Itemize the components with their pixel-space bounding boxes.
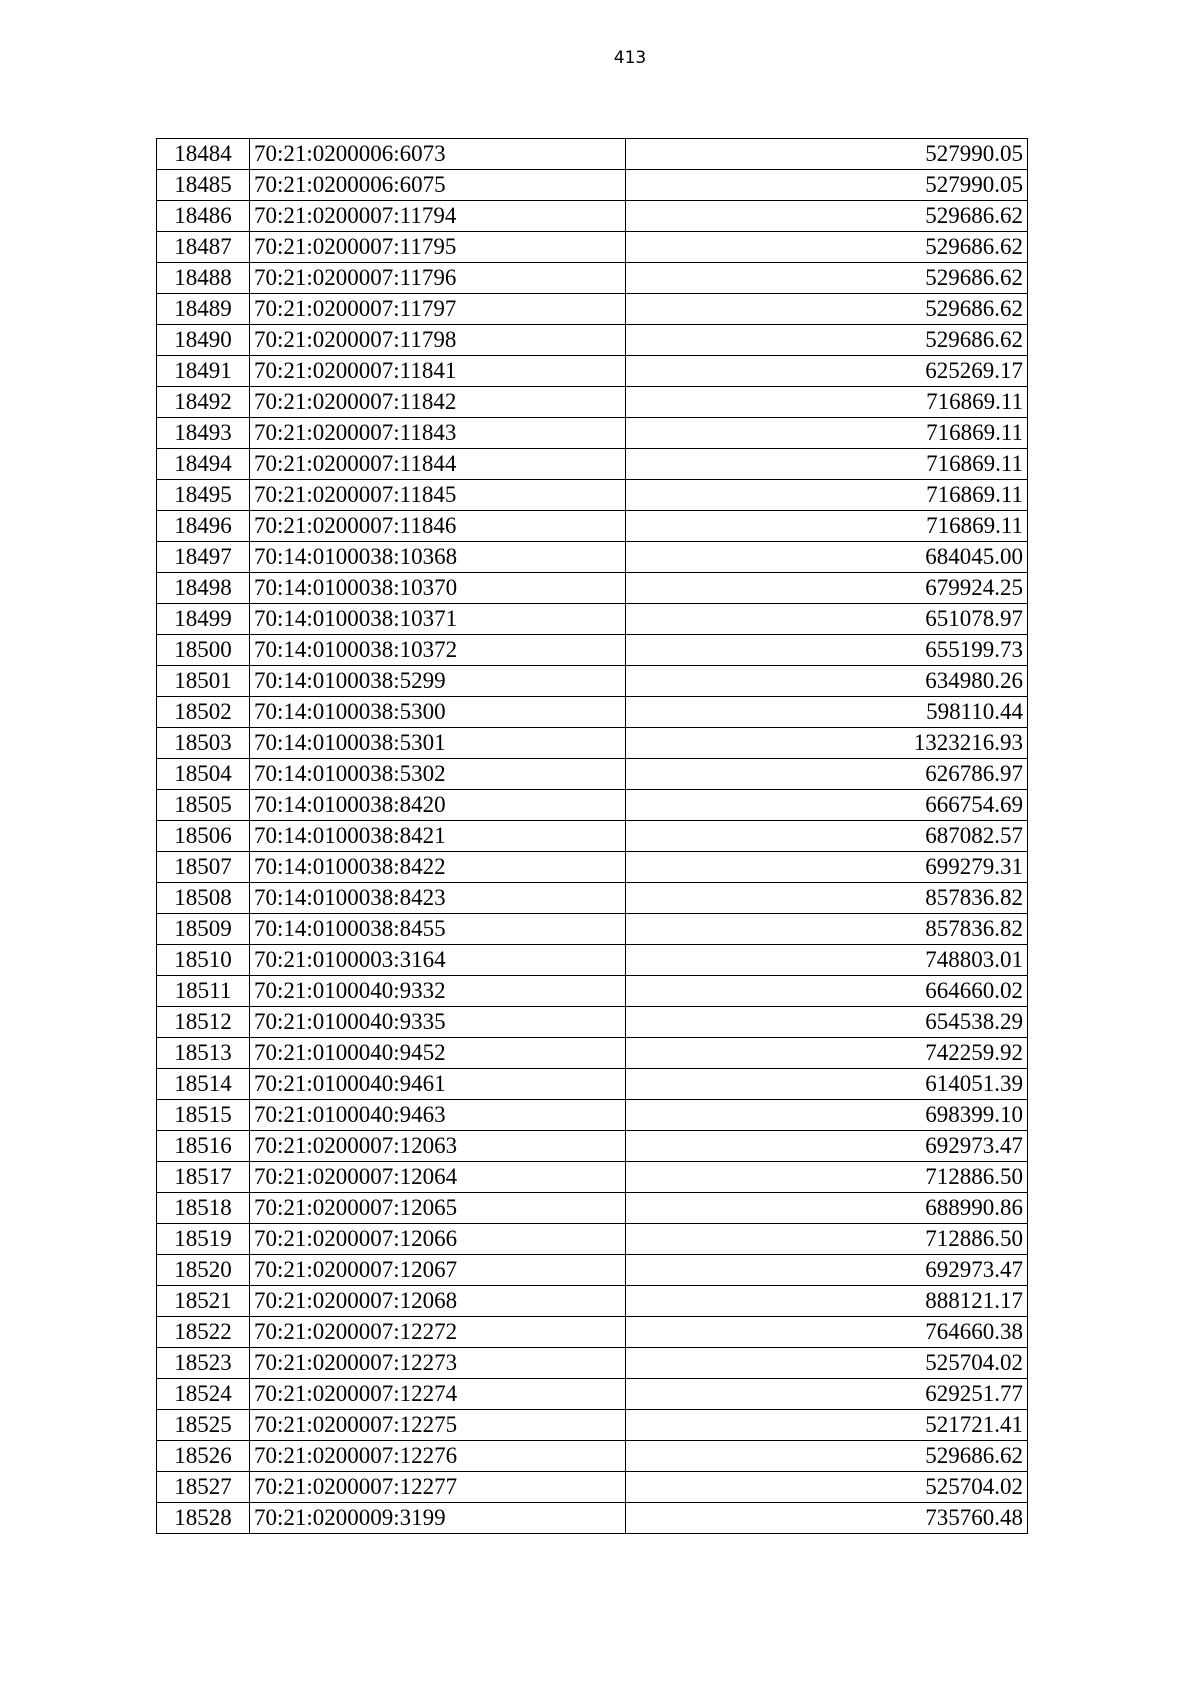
table-row bbox=[157, 728, 1028, 759]
cadastral-number-cell: 70:21:0200007:12274 bbox=[250, 1379, 626, 1410]
row-number-cell: 18489 bbox=[157, 294, 250, 325]
table-row bbox=[157, 635, 1028, 666]
row-number-cell: 18516 bbox=[157, 1131, 250, 1162]
row-number-cell: 18519 bbox=[157, 1224, 250, 1255]
table-row bbox=[157, 790, 1028, 821]
cadastral-number-cell: 70:21:0200007:11843 bbox=[250, 418, 626, 449]
cadastral-number-cell: 70:21:0200007:11797 bbox=[250, 294, 626, 325]
cadastral-value-cell: 626786.97 bbox=[626, 759, 1028, 790]
row-number-cell: 18511 bbox=[157, 976, 250, 1007]
cadastral-value-cell: 629251.77 bbox=[626, 1379, 1028, 1410]
cadastral-number-cell: 70:21:0100040:9463 bbox=[250, 1100, 626, 1131]
cadastral-value-cell: 634980.26 bbox=[626, 666, 1028, 697]
table-row bbox=[157, 697, 1028, 728]
row-number-cell: 18503 bbox=[157, 728, 250, 759]
cadastral-number-cell: 70:21:0200007:12272 bbox=[250, 1317, 626, 1348]
page-number: 413 bbox=[613, 48, 647, 68]
table-row bbox=[157, 294, 1028, 325]
row-number-cell: 18524 bbox=[157, 1379, 250, 1410]
cadastral-value-cell: 529686.62 bbox=[626, 263, 1028, 294]
cadastral-number-cell: 70:21:0200007:12066 bbox=[250, 1224, 626, 1255]
row-number-cell: 18513 bbox=[157, 1038, 250, 1069]
cadastral-value-cell: 716869.11 bbox=[626, 511, 1028, 542]
cadastral-number-cell: 70:21:0200007:11796 bbox=[250, 263, 626, 294]
row-number-cell: 18496 bbox=[157, 511, 250, 542]
cadastral-number-cell: 70:14:0100038:8421 bbox=[250, 821, 626, 852]
row-number-cell: 18501 bbox=[157, 666, 250, 697]
table-row bbox=[157, 1255, 1028, 1286]
table-row bbox=[157, 1503, 1028, 1534]
table-row bbox=[157, 480, 1028, 511]
row-number-cell: 18527 bbox=[157, 1472, 250, 1503]
cadastral-value-cell: 598110.44 bbox=[626, 697, 1028, 728]
cadastral-number-cell: 70:21:0200006:6073 bbox=[250, 139, 626, 170]
row-number-cell: 18504 bbox=[157, 759, 250, 790]
cadastral-value-cell: 857836.82 bbox=[626, 883, 1028, 914]
cadastral-value-cell: 716869.11 bbox=[626, 387, 1028, 418]
cadastral-number-cell: 70:21:0200007:12067 bbox=[250, 1255, 626, 1286]
cadastral-value-cell: 857836.82 bbox=[626, 914, 1028, 945]
cadastral-number-cell: 70:14:0100038:8420 bbox=[250, 790, 626, 821]
table-row bbox=[157, 1441, 1028, 1472]
table-row bbox=[157, 852, 1028, 883]
cadastral-number-cell: 70:14:0100038:5300 bbox=[250, 697, 626, 728]
row-number-cell: 18495 bbox=[157, 480, 250, 511]
table-row bbox=[157, 883, 1028, 914]
cadastral-value-cell: 525704.02 bbox=[626, 1348, 1028, 1379]
row-number-cell: 18498 bbox=[157, 573, 250, 604]
cadastral-number-cell: 70:21:0200007:12065 bbox=[250, 1193, 626, 1224]
table-row bbox=[157, 1069, 1028, 1100]
row-number-cell: 18523 bbox=[157, 1348, 250, 1379]
cadastral-value-cell: 742259.92 bbox=[626, 1038, 1028, 1069]
cadastral-value-cell: 664660.02 bbox=[626, 976, 1028, 1007]
table-row bbox=[157, 170, 1028, 201]
cadastral-number-cell: 70:21:0200009:3199 bbox=[250, 1503, 626, 1534]
table-row bbox=[157, 232, 1028, 263]
cadastral-value-cell: 698399.10 bbox=[626, 1100, 1028, 1131]
table-row bbox=[157, 1317, 1028, 1348]
table-row bbox=[157, 759, 1028, 790]
row-number-cell: 18493 bbox=[157, 418, 250, 449]
table-row bbox=[157, 356, 1028, 387]
table-row bbox=[157, 542, 1028, 573]
row-number-cell: 18487 bbox=[157, 232, 250, 263]
cadastral-number-cell: 70:21:0100040:9335 bbox=[250, 1007, 626, 1038]
row-number-cell: 18510 bbox=[157, 945, 250, 976]
cadastral-value-cell: 625269.17 bbox=[626, 356, 1028, 387]
row-number-cell: 18492 bbox=[157, 387, 250, 418]
row-number-cell: 18508 bbox=[157, 883, 250, 914]
cadastral-value-cell: 687082.57 bbox=[626, 821, 1028, 852]
row-number-cell: 18509 bbox=[157, 914, 250, 945]
row-number-cell: 18520 bbox=[157, 1255, 250, 1286]
table-row bbox=[157, 1224, 1028, 1255]
cadastral-number-cell: 70:21:0200007:12064 bbox=[250, 1162, 626, 1193]
cadastral-value-cell: 699279.31 bbox=[626, 852, 1028, 883]
cadastral-value-cell: 655199.73 bbox=[626, 635, 1028, 666]
row-number-cell: 18517 bbox=[157, 1162, 250, 1193]
cadastral-value-cell: 692973.47 bbox=[626, 1255, 1028, 1286]
table-row bbox=[157, 945, 1028, 976]
cadastral-value-cell: 614051.39 bbox=[626, 1069, 1028, 1100]
cadastral-value-cell: 679924.25 bbox=[626, 573, 1028, 604]
row-number-cell: 18497 bbox=[157, 542, 250, 573]
table-row bbox=[157, 666, 1028, 697]
cadastral-number-cell: 70:14:0100038:8422 bbox=[250, 852, 626, 883]
cadastral-number-cell: 70:14:0100038:10370 bbox=[250, 573, 626, 604]
cadastral-number-cell: 70:21:0200007:11795 bbox=[250, 232, 626, 263]
row-number-cell: 18500 bbox=[157, 635, 250, 666]
cadastral-value-cell: 521721.41 bbox=[626, 1410, 1028, 1441]
table-row bbox=[157, 1131, 1028, 1162]
cadastral-number-cell: 70:14:0100038:5302 bbox=[250, 759, 626, 790]
row-number-cell: 18505 bbox=[157, 790, 250, 821]
table-row bbox=[157, 387, 1028, 418]
table-row bbox=[157, 821, 1028, 852]
row-number-cell: 18528 bbox=[157, 1503, 250, 1534]
row-number-cell: 18486 bbox=[157, 201, 250, 232]
row-number-cell: 18494 bbox=[157, 449, 250, 480]
table-row bbox=[157, 1038, 1028, 1069]
cadastral-number-cell: 70:14:0100038:10371 bbox=[250, 604, 626, 635]
cadastral-value-cell: 654538.29 bbox=[626, 1007, 1028, 1038]
row-number-cell: 18512 bbox=[157, 1007, 250, 1038]
cadastral-number-cell: 70:21:0200007:12275 bbox=[250, 1410, 626, 1441]
cadastral-value-cell: 748803.01 bbox=[626, 945, 1028, 976]
table-row bbox=[157, 263, 1028, 294]
row-number-cell: 18515 bbox=[157, 1100, 250, 1131]
cadastral-value-cell: 529686.62 bbox=[626, 294, 1028, 325]
cadastral-number-cell: 70:21:0200007:12273 bbox=[250, 1348, 626, 1379]
cadastral-number-cell: 70:21:0200007:11842 bbox=[250, 387, 626, 418]
cadastral-number-cell: 70:21:0200007:11841 bbox=[250, 356, 626, 387]
cadastral-number-cell: 70:21:0200007:11844 bbox=[250, 449, 626, 480]
cadastral-number-cell: 70:14:0100038:5299 bbox=[250, 666, 626, 697]
cadastral-value-cell: 527990.05 bbox=[626, 170, 1028, 201]
table-row bbox=[157, 1379, 1028, 1410]
row-number-cell: 18521 bbox=[157, 1286, 250, 1317]
row-number-cell: 18485 bbox=[157, 170, 250, 201]
cadastral-value-cell: 712886.50 bbox=[626, 1224, 1028, 1255]
table-row bbox=[157, 1286, 1028, 1317]
cadastral-number-cell: 70:21:0100040:9452 bbox=[250, 1038, 626, 1069]
cadastral-value-cell: 1323216.93 bbox=[626, 728, 1028, 759]
table-row bbox=[157, 1193, 1028, 1224]
row-number-cell: 18525 bbox=[157, 1410, 250, 1441]
cadastral-number-cell: 70:21:0200007:11798 bbox=[250, 325, 626, 356]
cadastral-value-cell: 735760.48 bbox=[626, 1503, 1028, 1534]
table-row bbox=[157, 1472, 1028, 1503]
cadastral-number-cell: 70:21:0200007:11794 bbox=[250, 201, 626, 232]
cadastral-number-cell: 70:14:0100038:10372 bbox=[250, 635, 626, 666]
row-number-cell: 18488 bbox=[157, 263, 250, 294]
cadastral-number-cell: 70:21:0200007:12276 bbox=[250, 1441, 626, 1472]
table-row bbox=[157, 1100, 1028, 1131]
cadastral-value-cell: 716869.11 bbox=[626, 449, 1028, 480]
row-number-cell: 18484 bbox=[157, 139, 250, 170]
cadastral-number-cell: 70:14:0100038:8423 bbox=[250, 883, 626, 914]
table-row bbox=[157, 449, 1028, 480]
row-number-cell: 18507 bbox=[157, 852, 250, 883]
row-number-cell: 18522 bbox=[157, 1317, 250, 1348]
cadastral-number-cell: 70:21:0200007:12068 bbox=[250, 1286, 626, 1317]
table-row bbox=[157, 139, 1028, 170]
table-row bbox=[157, 325, 1028, 356]
cadastral-value-cell: 712886.50 bbox=[626, 1162, 1028, 1193]
cadastral-value-cell: 529686.62 bbox=[626, 232, 1028, 263]
row-number-cell: 18502 bbox=[157, 697, 250, 728]
cadastral-value-cell: 888121.17 bbox=[626, 1286, 1028, 1317]
cadastral-number-cell: 70:21:0200007:12063 bbox=[250, 1131, 626, 1162]
cadastral-number-cell: 70:14:0100038:10368 bbox=[250, 542, 626, 573]
cadastral-number-cell: 70:21:0100040:9332 bbox=[250, 976, 626, 1007]
row-number-cell: 18514 bbox=[157, 1069, 250, 1100]
cadastral-value-cell: 666754.69 bbox=[626, 790, 1028, 821]
cadastral-number-cell: 70:21:0200006:6075 bbox=[250, 170, 626, 201]
table-row bbox=[157, 1007, 1028, 1038]
table-row bbox=[157, 1162, 1028, 1193]
row-number-cell: 18506 bbox=[157, 821, 250, 852]
cadastral-number-cell: 70:21:0100040:9461 bbox=[250, 1069, 626, 1100]
table-row bbox=[157, 914, 1028, 945]
table-row bbox=[157, 573, 1028, 604]
table-row bbox=[157, 1348, 1028, 1379]
cadastral-value-table bbox=[156, 138, 1028, 1534]
cadastral-number-cell: 70:21:0100003:3164 bbox=[250, 945, 626, 976]
cadastral-value-cell: 716869.11 bbox=[626, 480, 1028, 511]
cadastral-value-cell: 529686.62 bbox=[626, 201, 1028, 232]
cadastral-number-cell: 70:14:0100038:5301 bbox=[250, 728, 626, 759]
table-row bbox=[157, 976, 1028, 1007]
cadastral-number-cell: 70:21:0200007:12277 bbox=[250, 1472, 626, 1503]
cadastral-value-cell: 764660.38 bbox=[626, 1317, 1028, 1348]
table-row bbox=[157, 201, 1028, 232]
cadastral-value-cell: 692973.47 bbox=[626, 1131, 1028, 1162]
cadastral-value-cell: 651078.97 bbox=[626, 604, 1028, 635]
cadastral-value-cell: 529686.62 bbox=[626, 1441, 1028, 1472]
cadastral-value-cell: 688990.86 bbox=[626, 1193, 1028, 1224]
row-number-cell: 18491 bbox=[157, 356, 250, 387]
cadastral-value-cell: 716869.11 bbox=[626, 418, 1028, 449]
row-number-cell: 18490 bbox=[157, 325, 250, 356]
cadastral-number-cell: 70:14:0100038:8455 bbox=[250, 914, 626, 945]
table-body bbox=[157, 139, 1028, 1534]
table-row bbox=[157, 418, 1028, 449]
row-number-cell: 18518 bbox=[157, 1193, 250, 1224]
cadastral-value-cell: 529686.62 bbox=[626, 325, 1028, 356]
table-row bbox=[157, 604, 1028, 635]
row-number-cell: 18499 bbox=[157, 604, 250, 635]
cadastral-value-cell: 525704.02 bbox=[626, 1472, 1028, 1503]
table-row bbox=[157, 511, 1028, 542]
cadastral-value-cell: 527990.05 bbox=[626, 139, 1028, 170]
cadastral-number-cell: 70:21:0200007:11845 bbox=[250, 480, 626, 511]
table-row bbox=[157, 1410, 1028, 1441]
cadastral-value-cell: 684045.00 bbox=[626, 542, 1028, 573]
row-number-cell: 18526 bbox=[157, 1441, 250, 1472]
cadastral-number-cell: 70:21:0200007:11846 bbox=[250, 511, 626, 542]
